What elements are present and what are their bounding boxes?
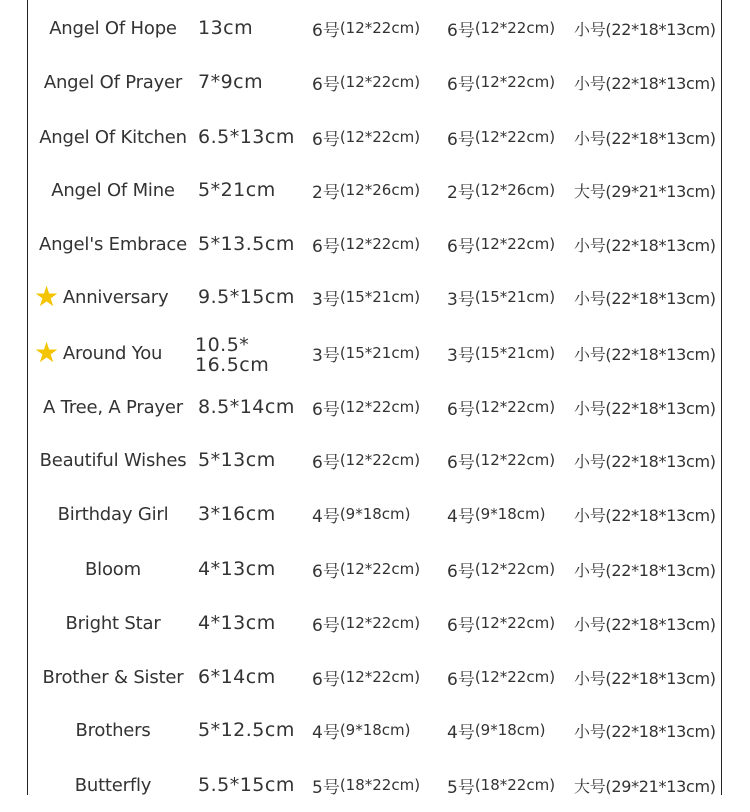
product-name-cell (28, 596, 198, 650)
frame-size-b (447, 380, 571, 434)
product-name: Angel's Embrace (38, 233, 187, 255)
frame-size-a-number: 6号 (312, 129, 340, 150)
frame-size-a (312, 380, 442, 434)
product-name-cell (28, 55, 198, 109)
frame-size-a-number: 2号 (312, 182, 340, 203)
table-row (0, 542, 750, 596)
frame-size-b-number: 6号 (447, 236, 475, 257)
product-name-cell (28, 163, 198, 217)
frame-size-b (447, 596, 571, 650)
box-size: 大号(29*21*13cm) (574, 181, 716, 201)
frame-size-b-dimensions: (15*21cm) (474, 288, 556, 306)
frame-size-a-number: 4号 (312, 506, 340, 527)
frame-size-b-number: 6号 (447, 452, 475, 473)
box-size: 小号(22*18*13cm) (574, 560, 716, 580)
frame-size-a-number: 6号 (312, 74, 340, 95)
box-size: 小号(22*18*13cm) (574, 721, 716, 741)
product-name-cell (28, 650, 198, 704)
product-name-cell (28, 110, 198, 164)
frame-size-a-dimensions: (12*22cm) (339, 19, 421, 37)
frame-size-b-number: 6号 (447, 129, 475, 150)
product-size: 7*9cm (198, 71, 264, 93)
frame-size-a (312, 758, 442, 812)
product-name-cell (28, 487, 198, 541)
frame-size-b (447, 542, 571, 596)
product-size: 8.5*14cm (198, 396, 295, 418)
frame-size-b-number: 6号 (447, 669, 475, 690)
product-name-cell (34, 326, 204, 380)
frame-size-b-number: 6号 (447, 20, 475, 41)
frame-size-b (447, 217, 571, 271)
star-icon: ★ (34, 280, 59, 313)
product-name: Angel Of Mine (51, 179, 175, 201)
frame-size-a-dimensions: (12*22cm) (339, 560, 421, 578)
frame-size-a-number: 6号 (312, 20, 340, 41)
frame-size-a (312, 703, 442, 757)
product-name: Birthday Girl (57, 503, 169, 525)
frame-size-a-dimensions: (12*26cm) (339, 181, 421, 199)
box-size: 小号(22*18*13cm) (574, 398, 716, 418)
product-size: 5*21cm (198, 179, 276, 201)
frame-size-b (447, 270, 571, 324)
frame-size-b (447, 110, 571, 164)
frame-size-a-dimensions: (12*22cm) (339, 451, 421, 469)
product-name-cell (28, 433, 198, 487)
product-name-cell (28, 380, 198, 434)
frame-size-a (312, 163, 442, 217)
frame-size-b-number: 3号 (447, 345, 475, 366)
table-row (0, 758, 750, 812)
box-size: 小号(22*18*13cm) (574, 235, 716, 255)
frame-size-a-number: 6号 (312, 615, 340, 636)
product-name: Brother & Sister (42, 666, 184, 688)
frame-size-a (312, 650, 442, 704)
product-name: Beautiful Wishes (39, 449, 187, 471)
frame-size-a-number: 6号 (312, 561, 340, 582)
product-name-cell (34, 270, 204, 324)
frame-size-b-number: 6号 (447, 561, 475, 582)
product-size: 5*13.5cm (198, 233, 295, 255)
frame-size-a-dimensions: (12*22cm) (339, 668, 421, 686)
frame-size-a (312, 433, 442, 487)
product-name: Anniversary (62, 286, 169, 308)
product-size: 10.5* 16.5cm (195, 334, 270, 376)
product-name-cell (28, 542, 198, 596)
product-name: Brothers (75, 719, 151, 741)
frame-size-a (312, 110, 442, 164)
product-name: Angel Of Prayer (43, 71, 183, 93)
frame-size-b-dimensions: (12*26cm) (474, 181, 556, 199)
frame-size-b-dimensions: (12*22cm) (474, 560, 556, 578)
frame-size-a-number: 6号 (312, 236, 340, 257)
frame-size-a-number: 6号 (312, 399, 340, 420)
product-name-cell (28, 1, 198, 55)
frame-size-b (447, 1, 571, 55)
frame-size-a (312, 270, 442, 324)
product-name-cell (28, 758, 198, 812)
frame-size-a (312, 596, 442, 650)
frame-size-b (447, 758, 571, 812)
frame-size-b-dimensions: (12*22cm) (474, 235, 556, 253)
product-size: 5*12.5cm (198, 719, 295, 741)
frame-size-a (312, 1, 442, 55)
table-row (0, 217, 750, 271)
frame-size-b (447, 326, 571, 380)
frame-size-a-dimensions: (15*21cm) (339, 288, 421, 306)
table-row (0, 703, 750, 757)
box-size: 大号(29*21*13cm) (574, 776, 716, 796)
frame-size-a-number: 3号 (312, 345, 340, 366)
frame-size-b (447, 650, 571, 704)
product-name: Butterfly (74, 774, 152, 796)
frame-size-a-number: 3号 (312, 289, 340, 310)
frame-size-b (447, 433, 571, 487)
frame-size-b-number: 6号 (447, 615, 475, 636)
frame-size-b-dimensions: (15*21cm) (474, 344, 556, 362)
table-row (0, 596, 750, 650)
frame-size-b-number: 6号 (447, 399, 475, 420)
frame-size-a (312, 487, 442, 541)
frame-size-b-dimensions: (12*22cm) (474, 668, 556, 686)
table-row (0, 163, 750, 217)
frame-size-b-number: 2号 (447, 182, 475, 203)
box-size: 小号(22*18*13cm) (574, 451, 716, 471)
table-row (0, 650, 750, 704)
product-size: 4*13cm (198, 558, 276, 580)
frame-size-a-dimensions: (12*22cm) (339, 398, 421, 416)
frame-size-a-dimensions: (9*18cm) (339, 505, 411, 523)
frame-size-b-dimensions: (12*22cm) (474, 73, 556, 91)
frame-size-a-dimensions: (12*22cm) (339, 128, 421, 146)
frame-size-b-number: 3号 (447, 289, 475, 310)
frame-size-a-dimensions: (15*21cm) (339, 344, 421, 362)
product-name: Angel Of Hope (49, 17, 177, 39)
product-name: A Tree, A Prayer (43, 396, 183, 418)
frame-size-b-dimensions: (12*22cm) (474, 398, 556, 416)
frame-size-a-dimensions: (12*22cm) (339, 73, 421, 91)
frame-size-a-number: 4号 (312, 722, 340, 743)
product-size: 13cm (198, 17, 254, 39)
table-row (0, 487, 750, 541)
frame-size-a-dimensions: (12*22cm) (339, 614, 421, 632)
product-size: 9.5*15cm (198, 286, 295, 308)
frame-size-a-dimensions: (9*18cm) (339, 721, 411, 739)
box-size: 小号(22*18*13cm) (574, 344, 716, 364)
frame-size-b-dimensions: (12*22cm) (474, 451, 556, 469)
frame-size-b-number: 4号 (447, 722, 475, 743)
frame-size-a (312, 55, 442, 109)
product-size: 6.5*13cm (198, 126, 295, 148)
product-size: 6*14cm (198, 666, 276, 688)
frame-size-a-dimensions: (18*22cm) (339, 776, 421, 794)
product-name: Around You (62, 342, 163, 364)
frame-size-b (447, 163, 571, 217)
frame-size-b-number: 4号 (447, 506, 475, 527)
product-name: Bright Star (65, 612, 161, 634)
frame-size-b-dimensions: (12*22cm) (474, 19, 556, 37)
product-size: 5*13cm (198, 449, 276, 471)
frame-size-b-dimensions: (18*22cm) (474, 776, 556, 794)
frame-size-b (447, 487, 571, 541)
star-icon: ★ (34, 336, 59, 369)
box-size: 小号(22*18*13cm) (574, 668, 716, 688)
box-size: 小号(22*18*13cm) (574, 19, 716, 39)
product-name: Angel Of Kitchen (39, 126, 187, 148)
frame-size-b (447, 55, 571, 109)
frame-size-a-number: 6号 (312, 669, 340, 690)
frame-size-b-dimensions: (9*18cm) (474, 721, 546, 739)
frame-size-a (312, 542, 442, 596)
table-row (0, 270, 750, 324)
box-size: 小号(22*18*13cm) (574, 128, 716, 148)
table-row (0, 110, 750, 164)
frame-size-a-number: 5号 (312, 777, 340, 798)
frame-size-b-dimensions: (9*18cm) (474, 505, 546, 523)
frame-size-a-dimensions: (12*22cm) (339, 235, 421, 253)
box-size: 小号(22*18*13cm) (574, 614, 716, 634)
table-row (0, 326, 750, 380)
product-size: 4*13cm (198, 612, 276, 634)
product-size: 3*16cm (198, 503, 276, 525)
table-row (0, 55, 750, 109)
box-size: 小号(22*18*13cm) (574, 73, 716, 93)
product-size: 5.5*15cm (198, 774, 295, 796)
product-name-cell (28, 703, 198, 757)
frame-size-a (312, 326, 442, 380)
frame-size-b-number: 5号 (447, 777, 475, 798)
product-name: Bloom (85, 558, 141, 580)
table-row (0, 380, 750, 434)
table-row (0, 433, 750, 487)
frame-size-b-dimensions: (12*22cm) (474, 128, 556, 146)
frame-size-b-dimensions: (12*22cm) (474, 614, 556, 632)
frame-size-a (312, 217, 442, 271)
frame-size-a-number: 6号 (312, 452, 340, 473)
table-row (0, 1, 750, 55)
box-size: 小号(22*18*13cm) (574, 288, 716, 308)
frame-size-b (447, 703, 571, 757)
product-name-cell (28, 217, 198, 271)
frame-size-b-number: 6号 (447, 74, 475, 95)
box-size: 小号(22*18*13cm) (574, 505, 716, 525)
